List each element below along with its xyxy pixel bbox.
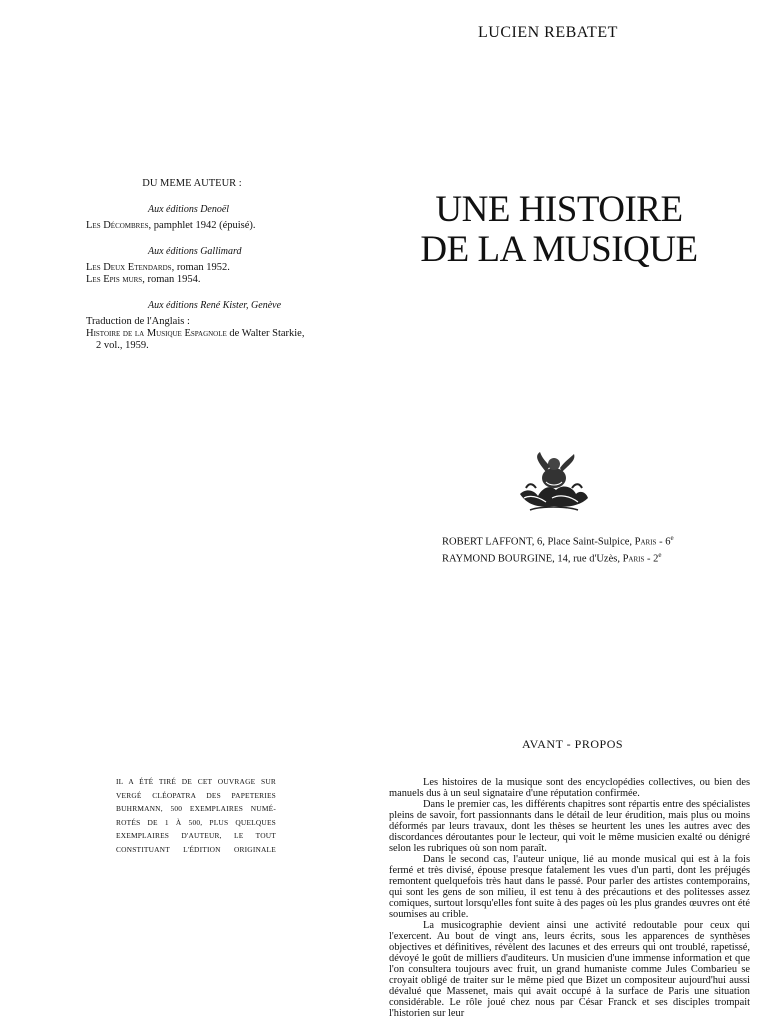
- paragraph: Les histoires de la musique sont des encyclopédies collectives, ou bien des manuels dus à un seul signataire d'une réputation confirmée.: [389, 777, 750, 799]
- publisher-line: RAYMOND BOURGINE, 14, rue d'Uzès, Paris - 2e: [442, 550, 662, 564]
- same-author-list: [86, 178, 348, 366]
- colophon-line: CONSTITUANT L'ÉDITION ORIGINALE: [116, 844, 276, 854]
- ornament-vignette: [516, 448, 590, 514]
- colophon-line: VERGÉ CLÉOPATRA DES PAPETERIES: [116, 790, 276, 800]
- works-entry: [86, 220, 348, 232]
- book-title-line-2: DE LA MUSIQUE: [420, 229, 698, 270]
- works-entry: [86, 316, 348, 352]
- foreword-heading: AVANT - PROPOS: [522, 737, 624, 751]
- work-line: Les Epis murs, roman 1954.: [86, 274, 201, 285]
- work-line: Les Deux Etendards, roman 1952.: [86, 262, 230, 273]
- paragraph: Dans le second cas, l'auteur unique, lié au monde musical qui est à la fois fermé et très divisé, épouse presque fatalement les vues d'un parti, dont les préjugés remontent quelquefois très haut dans le passé. Pour parler des artistes contemporains, qui sont les gens de son milieu, il est tenu à des précautions et des politesses assez comiques, surtout lorsqu'elles font suite à des pages où les plus grandes œuvres ont été soumises au crible.: [389, 854, 750, 920]
- publisher-label: Aux éditions Gallimard: [148, 246, 242, 257]
- paragraph: La musicographie devient ainsi une activité redoutable pour ceux qui l'exercent. Au bout de vingt ans, leurs écrits, sous les apparences de synthèses objectives et définitives, révèlent des lacunes et des erreurs qui ont troublé, rapetissé, dévoyé le goût de milliers d'auditeurs. Un musicien d'une immense information et que l'on consultera toujours avec fruit, un grand humaniste comme Jules Combarieu se croyait obligé de traiter sur le même pied que Bizet un compositeur aujourd'hui aussi dévalué que Massenet, mais qui avait occupé à la surface de Paris une situation considérable. Le rôle joué chez nous par César Franck et ses disciples trompait l'historien sur leur: [389, 920, 750, 1019]
- work-line: 2 vol., 1959.: [96, 340, 149, 351]
- publisher-label: Aux éditions Denoël: [148, 204, 230, 215]
- author-name: LUCIEN REBATET: [478, 24, 618, 41]
- foreword-text: [389, 777, 750, 1024]
- colophon-line: IL A ÉTÉ TIRÉ DE CET OUVRAGE SUR: [116, 777, 276, 786]
- same-author-heading: DU MEME AUTEUR :: [142, 178, 242, 189]
- work-line: Histoire de la Musique Espagnole de Walter Starkie,: [86, 328, 305, 339]
- works-entry: [86, 262, 348, 286]
- colophon-line: EXEMPLAIRES D'AUTEUR, LE TOUT: [116, 831, 276, 840]
- book-title: [400, 190, 718, 270]
- colophon-line: ROTÉS DE 1 À 500, PLUS QUELQUES: [116, 817, 276, 827]
- book-title-line-1: UNE HISTOIRE: [435, 189, 683, 230]
- paragraph: Dans le premier cas, les différents chapitres sont répartis entre des spécialistes pleins de savoir, fort passionnants dans le détail de leur érudition, mais plus ou moins déformés par leurs travaux, dont les thèses se heurtent les unes les autres avec des discordances déroutantes pour le lecteur, qui voit le même musicien exalté ou dénigré selon les rubriques où son nom paraît.: [389, 799, 750, 854]
- publisher-line: ROBERT LAFFONT, 6, Place Saint-Sulpice, Paris - 6e: [442, 534, 674, 548]
- publisher-imprint: [442, 532, 674, 565]
- colophon-line: BUHRMANN, 500 EXEMPLAIRES NUMÉ-: [116, 804, 276, 813]
- publisher-label: Aux éditions René Kister, Genève: [148, 300, 282, 311]
- work-line: Traduction de l'Anglais :: [86, 316, 190, 327]
- colophon: [116, 775, 276, 856]
- work-line: Les Décombres, pamphlet 1942 (épuisé).: [86, 220, 256, 231]
